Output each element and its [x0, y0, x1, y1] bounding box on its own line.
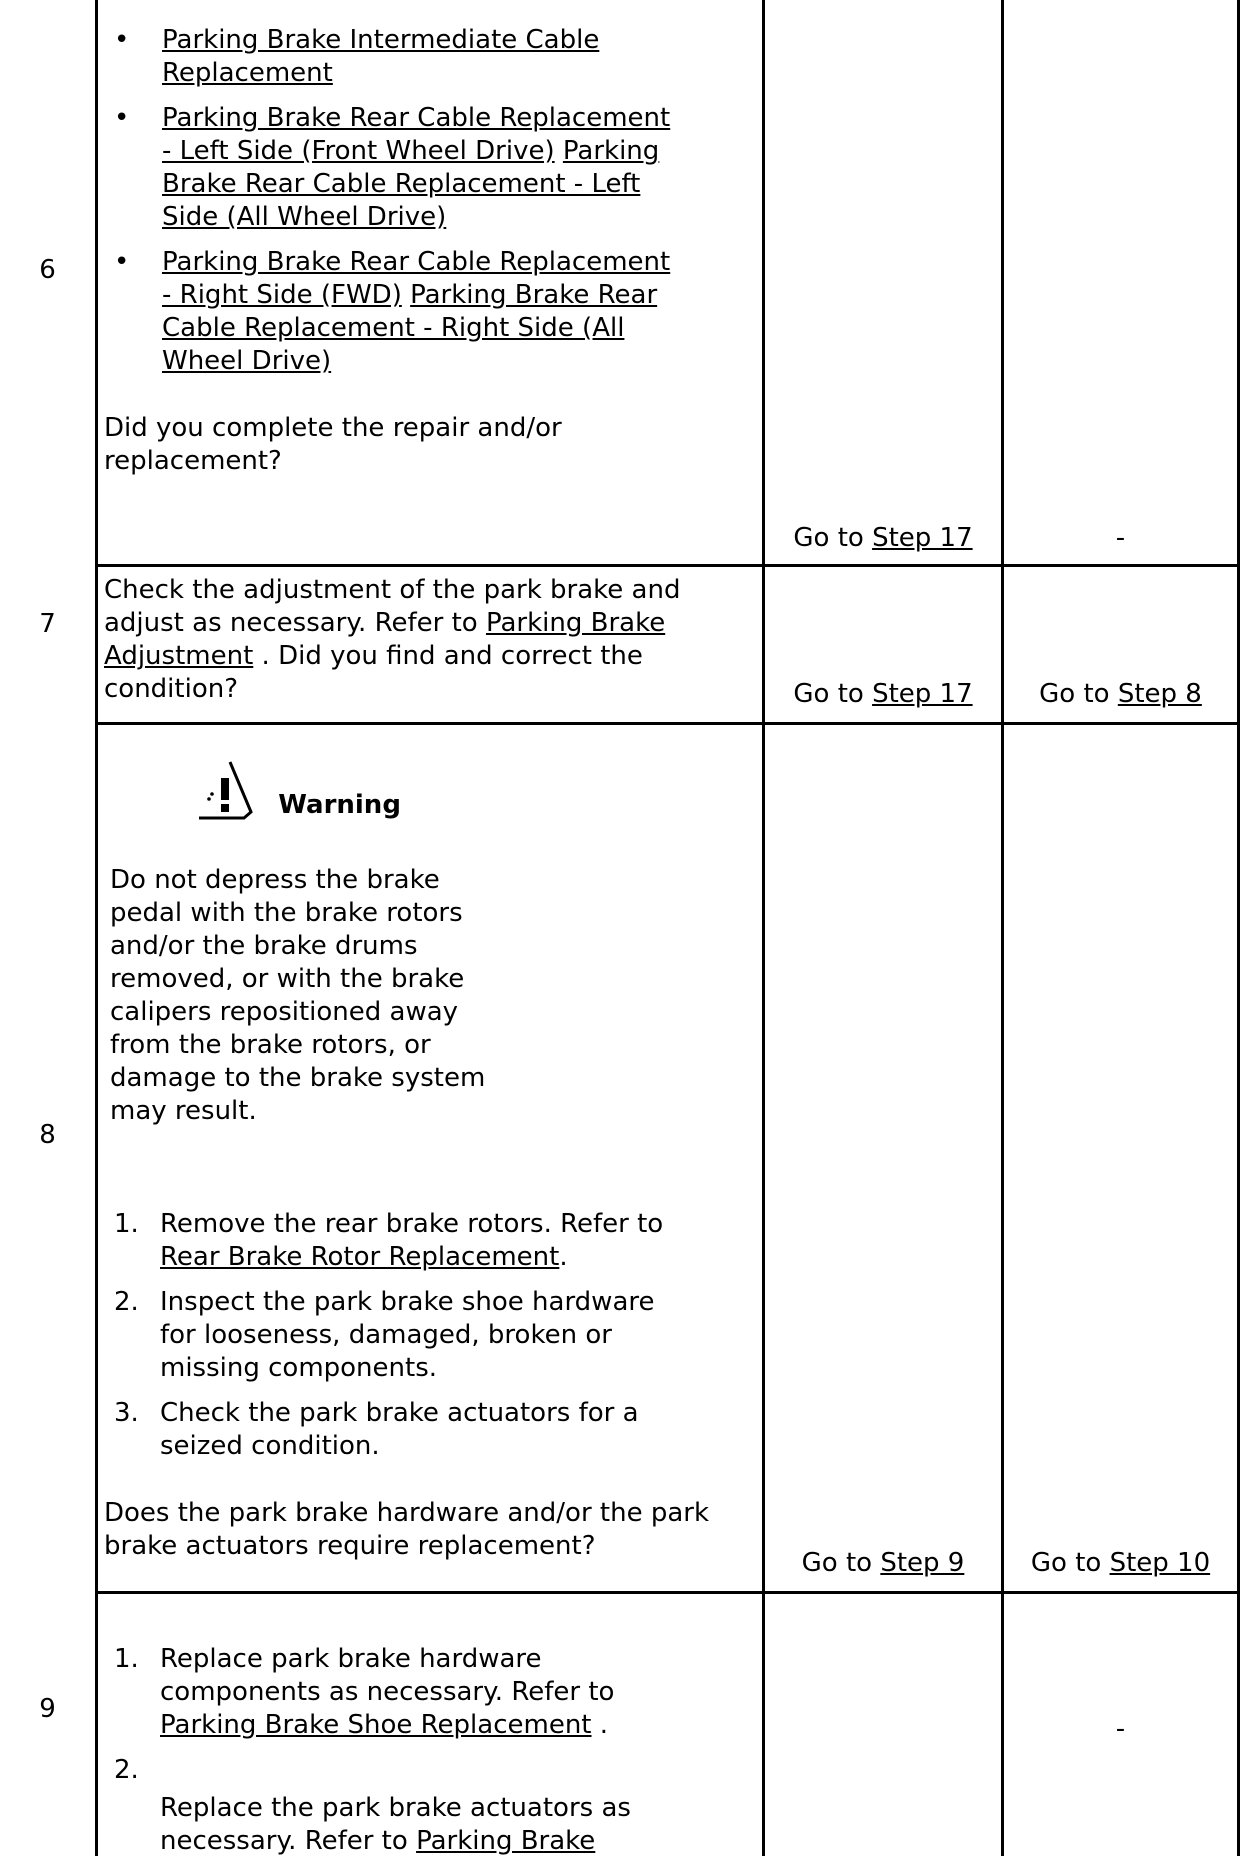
step-question: Does the park brake hardware and/or the park brake actuators require replacement?: [104, 1498, 710, 1561]
step-7-action: Check the adjustment of the park brake and adjust as necessary. Refer to Parking Brake Adjustment . Did you find and correct the condition?: [104, 575, 681, 704]
list-item: [104, 246, 684, 378]
row-divider: [95, 564, 1240, 567]
no-answer: -: [1115, 523, 1126, 553]
go-to-step-link[interactable]: Step 8: [1117, 679, 1202, 709]
warning-icon: [196, 758, 256, 822]
yes-answer: Go to Step 17: [793, 679, 973, 709]
link-rear-cable-right-fwd[interactable]: Parking Brake Rear Cable Replacement - Right Side (FWD): [162, 247, 671, 310]
list-item: 1. Replace park brake hardware components as necessary. Refer to Parking Brake Shoe Replacement .: [114, 1644, 615, 1740]
step-number: 9: [39, 1694, 56, 1724]
link-rear-brake-rotor[interactable]: Rear Brake Rotor Replacement: [160, 1242, 560, 1272]
go-to-step-link[interactable]: Step 10: [1109, 1548, 1211, 1578]
step-question: Did you complete the repair and/or replacement?: [104, 413, 562, 476]
table-border-right: [1237, 0, 1240, 1856]
list-item: 2. Inspect the park brake shoe hardware for looseness, damaged, broken or missing components.: [114, 1287, 655, 1383]
step-number: 7: [39, 609, 56, 639]
go-to-step-link[interactable]: Step 17: [872, 679, 973, 709]
table-border-left: [95, 0, 98, 1856]
step-number: 8: [39, 1120, 56, 1150]
warning-text: Do not depress the brake pedal with the brake rotors and/or the brake drums removed, or with the brake calipers repositioned away from the brake rotors, or damage to the brake system may result.: [110, 865, 486, 1126]
list-item: 1. Remove the rear brake rotors. Refer to Rear Brake Rotor Replacement.: [114, 1209, 664, 1272]
link-parking-brake-shoe[interactable]: Parking Brake Shoe Replacement: [160, 1710, 592, 1740]
link-rear-cable-left-fwd[interactable]: Parking Brake Rear Cable Replacement - Left Side (Front Wheel Drive): [162, 103, 671, 166]
no-answer: -: [1115, 1714, 1126, 1744]
go-to-step-link[interactable]: Step 17: [872, 523, 973, 553]
go-to-step-link[interactable]: Step 9: [880, 1548, 965, 1578]
yes-answer: Go to Step 9: [801, 1548, 965, 1578]
link-parking-brake[interactable]: Parking Brake: [416, 1826, 596, 1856]
no-answer: Go to Step 10: [1030, 1548, 1211, 1578]
list-item: [104, 102, 684, 234]
list-item: 3. Check the park brake actuators for a seized condition.: [114, 1398, 639, 1461]
list-item: 2. Replace the park brake actuators as necessary. Refer to Parking Brake: [114, 1755, 631, 1856]
step-9-action: [104, 1643, 684, 1870]
list-item: [104, 24, 684, 90]
step-number: 6: [39, 255, 56, 285]
warning-header: [196, 758, 401, 822]
row-divider: [95, 1591, 1240, 1594]
no-answer: Go to Step 8: [1039, 679, 1202, 709]
link-rear-cable-left-awd[interactable]: Parking Brake Rear Cable Replacement - Left Side (All Wheel Drive): [162, 136, 660, 232]
link-parking-brake-adjustment[interactable]: Parking Brake Adjustment: [104, 608, 666, 671]
step-6-action: [104, 24, 694, 478]
link-intermediate-cable[interactable]: Parking Brake Intermediate Cable Replacement: [162, 25, 600, 88]
yes-answer: Go to Step 17: [793, 523, 973, 553]
link-rear-cable-right-awd[interactable]: Parking Brake Rear Cable Replacement - Right Side (All Wheel Drive): [162, 280, 658, 376]
step-8-action: [104, 1208, 710, 1563]
row-divider: [95, 722, 1240, 725]
warning-title: Warning: [278, 790, 401, 820]
